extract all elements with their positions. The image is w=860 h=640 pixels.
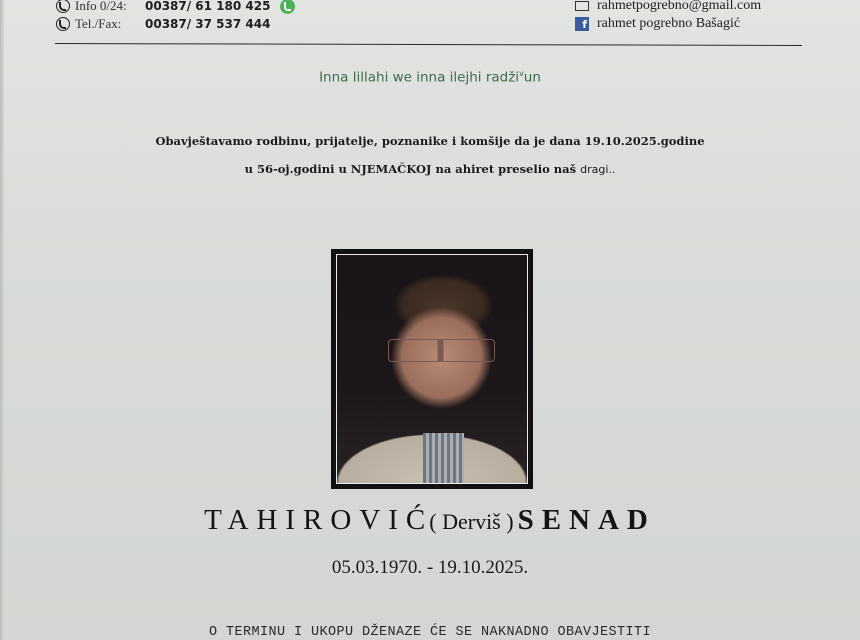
- portrait-frame: [331, 249, 533, 489]
- info-line: [56, 0, 295, 15]
- info-phone-number[interactable]: 00387/ 61 180 425: [145, 0, 271, 13]
- first-name: SENAD: [517, 504, 656, 536]
- portrait-shirt: [423, 433, 465, 483]
- facebook-icon: f: [575, 17, 589, 31]
- email-address[interactable]: rahmetpogrebno@gmail.com: [597, 0, 762, 13]
- portrait-photo: [336, 254, 528, 484]
- phone-icon: [56, 17, 70, 31]
- funeral-note: O TERMINU I UKOPU DŽENAZE ĆE SE NAKNADNO OBAVJESTITI: [208, 625, 652, 640]
- facebook-line: [575, 15, 761, 33]
- mail-icon: [575, 1, 589, 11]
- prayer-tail: un: [523, 69, 541, 86]
- email-line: [575, 0, 761, 15]
- paper-edge: [0, 0, 4, 640]
- nickname: ( Derviš ): [429, 509, 514, 534]
- online-contact-block: [575, 0, 761, 33]
- whatsapp-icon[interactable]: [280, 0, 295, 14]
- surname: TAHIROVIĆ: [204, 504, 434, 536]
- announcement-line-1: Obavještavamo rodbinu, prijatelje, poznanike i komšije da je dana 19.10.2025.godine: [155, 134, 705, 148]
- header-divider: [55, 43, 802, 46]
- tel-fax-line: [56, 15, 295, 33]
- prayer-superscript: v: [519, 69, 524, 78]
- prayer-text: Inna lillahi we inna ilejhi radži: [319, 69, 520, 86]
- announcement-line-2-small: dragi..: [580, 163, 616, 176]
- phone-icon: [56, 0, 70, 13]
- announcement-line-2: [0, 162, 860, 176]
- announcement-line-2-main: u 56-oj.godini u NJEMAČKOJ na ahiret preselio naš: [244, 162, 577, 176]
- life-dates: 05.03.1970. - 19.10.2025.: [331, 557, 529, 578]
- tel-fax-number[interactable]: 00387/ 37 537 444: [145, 17, 271, 31]
- portrait-glasses: [388, 339, 494, 362]
- facebook-page[interactable]: rahmet pogrebno Bašagić: [597, 16, 741, 31]
- info-label: Info 0/24:: [75, 0, 127, 13]
- prayer-line: [0, 69, 860, 86]
- deceased-name: [0, 504, 860, 537]
- contact-block: [56, 0, 295, 33]
- tel-fax-label: Tel./Fax:: [75, 16, 122, 31]
